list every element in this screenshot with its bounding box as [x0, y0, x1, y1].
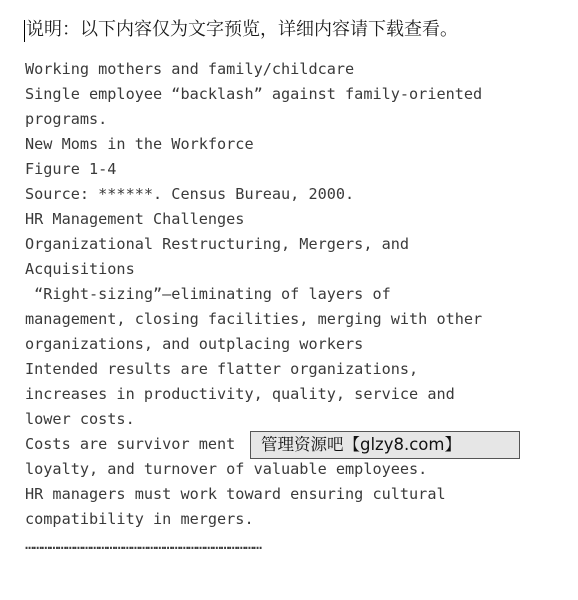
- text-line: management, closing facilities, merging with other: [25, 310, 483, 328]
- text-line: Organizational Restructuring, Mergers, and: [25, 235, 410, 253]
- text-line: Single employee “backlash” against family-oriented: [25, 85, 483, 103]
- text-cursor: [24, 20, 25, 42]
- watermark-box: 管理资源吧【glzy8.com】: [250, 431, 520, 459]
- text-line: Figure 1-4: [25, 160, 117, 178]
- text-line: Working mothers and family/childcare: [25, 60, 355, 78]
- text-line: Acquisitions: [25, 260, 135, 278]
- text-line: compatibility in mergers.: [25, 510, 254, 528]
- text-line: “Right-sizing”—eliminating of layers of: [25, 285, 391, 303]
- text-line: Intended results are flatter organizations,: [25, 360, 419, 378]
- text-line: loyalty, and turnover of valuable employees.: [25, 460, 428, 478]
- text-line: HR managers must work toward ensuring cultural: [25, 485, 446, 503]
- text-line: organizations, and outplacing workers: [25, 335, 364, 353]
- text-line: programs.: [25, 110, 108, 128]
- preview-notice: 说明：以下内容仅为文字预览，详细内容请下载查看。: [26, 19, 458, 40]
- text-line: Costs are survivor ment: [25, 435, 236, 453]
- document-body: [25, 57, 565, 557]
- text-line: HR Management Challenges: [25, 210, 245, 228]
- ellipsis-line: ……………………………………………………………………………: [25, 535, 262, 553]
- text-line: increases in productivity, quality, service and: [25, 385, 455, 403]
- text-line: lower costs.: [25, 410, 135, 428]
- text-line: Source: ******. Census Bureau, 2000.: [25, 185, 355, 203]
- text-line: New Moms in the Workforce: [25, 135, 254, 153]
